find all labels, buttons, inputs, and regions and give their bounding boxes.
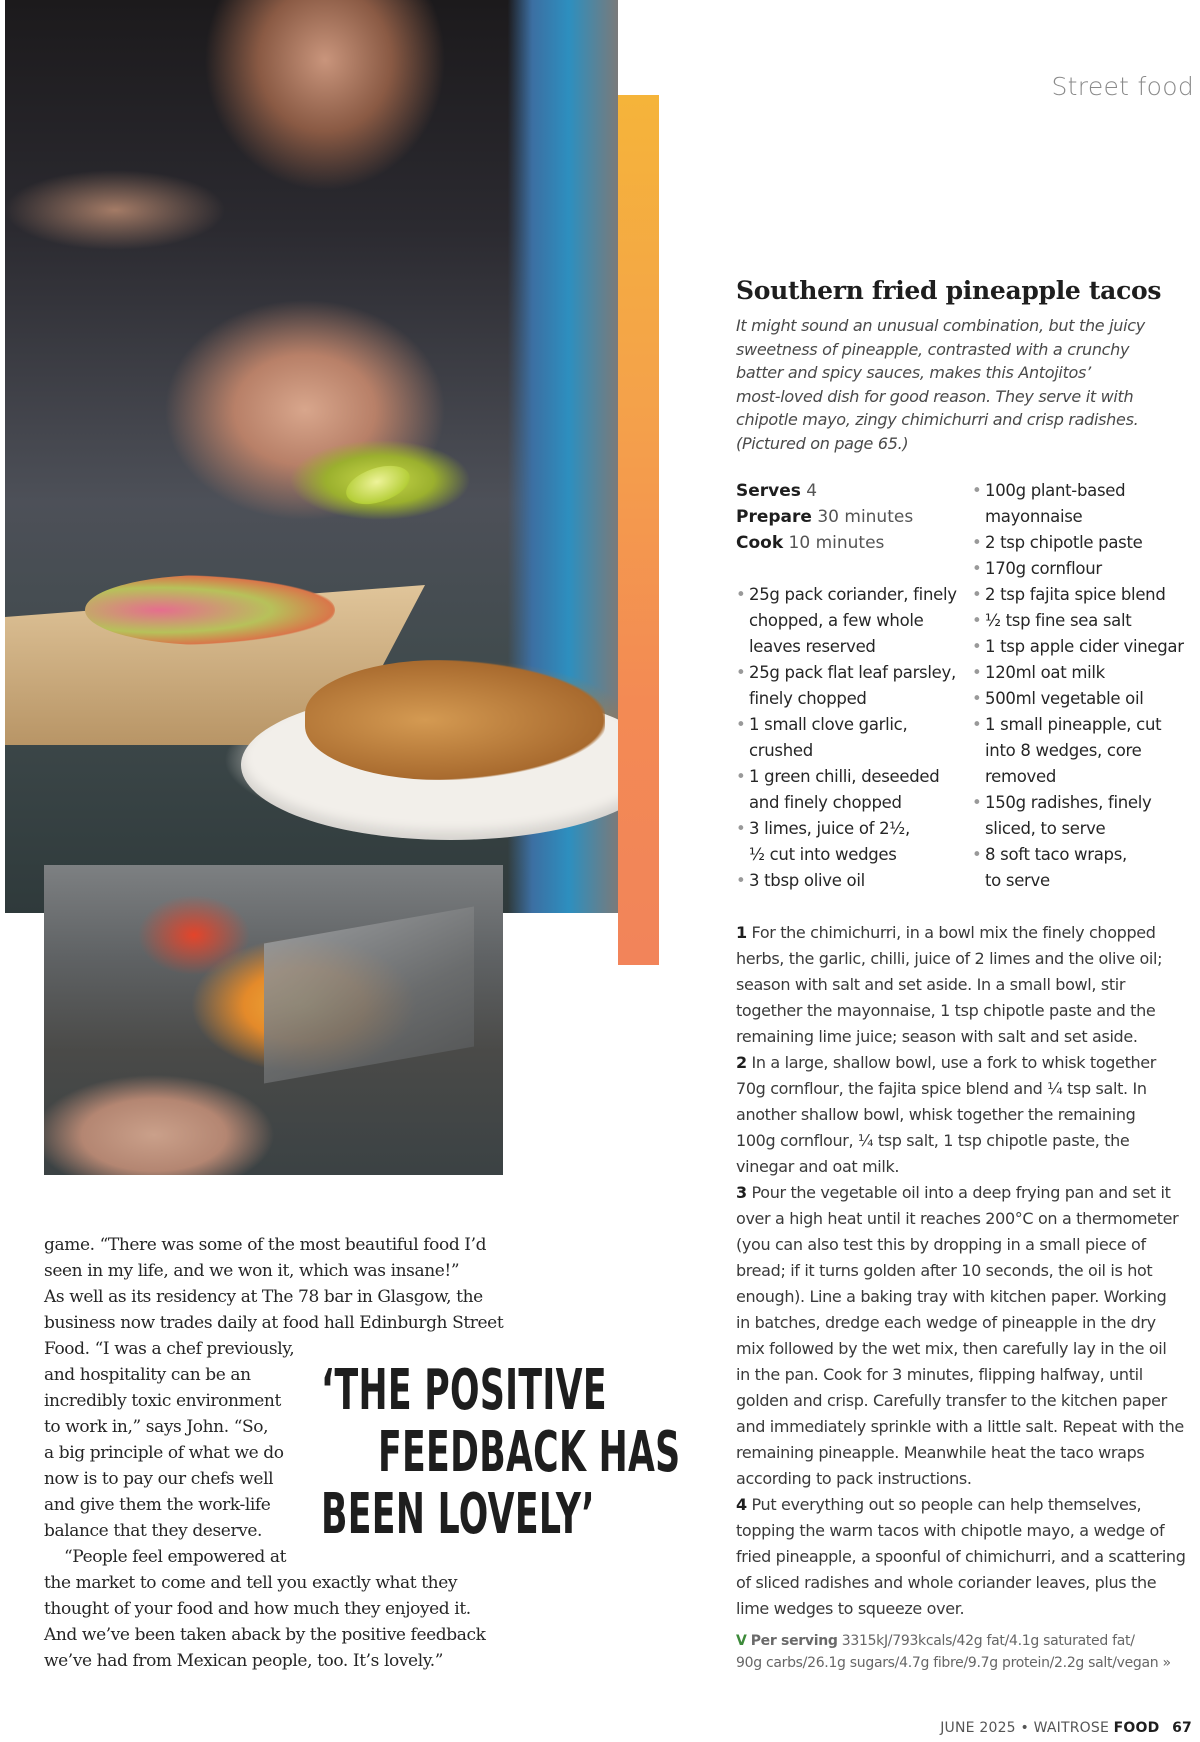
- pull-quote-line: ‘THE POSITIVE: [321, 1358, 607, 1423]
- ingredient-line: 25g pack coriander, finely: [749, 585, 957, 604]
- body-line: to work in,” says John. “So,: [44, 1417, 269, 1437]
- body-line: we’ve had from Mexican people, too. It’s lovely.”: [44, 1651, 444, 1671]
- ingredient: [972, 478, 1184, 530]
- recipe-title: Southern fried pineapple tacos: [736, 276, 1162, 305]
- ingredient: [972, 608, 1184, 634]
- ingredient-line: mayonnaise: [985, 507, 1083, 526]
- intro-line: (Pictured on page 65.): [736, 433, 909, 453]
- bullet-icon: •: [972, 481, 982, 500]
- magazine-prefix: WAITROSE: [1033, 1720, 1109, 1736]
- bullet-icon: •: [736, 767, 746, 786]
- body-line: Food. “I was a chef previously,: [44, 1339, 295, 1359]
- ingredients-right: [972, 478, 1184, 894]
- ingredient: [972, 712, 1184, 790]
- method-line: [736, 1596, 1198, 1622]
- body-line: seen in my life, and we won it, which was insane!”: [44, 1261, 460, 1281]
- method-line: [736, 1258, 1198, 1284]
- method-line: [736, 1310, 1198, 1336]
- nutrition-info: [736, 1630, 1171, 1674]
- method-text: in the pan. Cook for 3 minutes, flipping halfway, until: [736, 1365, 1143, 1384]
- ingredient-line: 150g radishes, finely: [985, 793, 1152, 812]
- prepare-time: [736, 504, 913, 530]
- bullet-icon: •: [972, 845, 982, 864]
- method-line: [736, 1544, 1198, 1570]
- ingredient: [736, 764, 957, 816]
- grill-photo: [44, 865, 503, 1175]
- method-text: golden and crisp. Carefully transfer to the kitchen paper: [736, 1391, 1167, 1410]
- orange-accent-bar: [618, 95, 659, 965]
- ingredient-line: 100g plant-based: [985, 481, 1126, 500]
- pull-quote-line: FEEDBACK HAS: [378, 1420, 681, 1485]
- ingredient-line: 8 soft taco wraps,: [985, 845, 1127, 864]
- ingredient: [972, 790, 1184, 842]
- method-line: [736, 1388, 1198, 1414]
- bullet-icon: •: [736, 663, 746, 682]
- method-line: [736, 1362, 1198, 1388]
- chef-photo: [5, 0, 618, 913]
- body-line: and hospitality can be an: [44, 1365, 251, 1385]
- method-line: [736, 920, 1198, 946]
- ingredient-line: leaves reserved: [749, 637, 876, 656]
- ingredient-line: 1 small pineapple, cut: [985, 715, 1162, 734]
- ingredient-line: 2 tsp chipotle paste: [985, 533, 1143, 552]
- intro-line: It might sound an unusual combination, but the juicy: [736, 316, 1145, 335]
- method-text: bread; if it turns golden after 10 seconds, the oil is hot: [736, 1261, 1153, 1280]
- method-line: [736, 1466, 1198, 1492]
- nutrition-line: [736, 1630, 1171, 1652]
- body-line: thought of your food and how much they enjoyed it.: [44, 1599, 471, 1619]
- method-line: [736, 1414, 1198, 1440]
- method-line: [736, 1570, 1198, 1596]
- bullet-icon: •: [972, 637, 982, 656]
- ingredient-line: 2 tsp fajita spice blend: [985, 585, 1166, 604]
- ingredient-line: 1 small clove garlic,: [749, 715, 908, 734]
- method-text: 100g cornflour, ¼ tsp salt, 1 tsp chipotle paste, the: [736, 1131, 1130, 1150]
- body-line: a big principle of what we do: [44, 1443, 284, 1463]
- method-text: fried pineapple, a spoonful of chimichurri, and a scattering: [736, 1547, 1186, 1566]
- bullet-icon: •: [972, 715, 982, 734]
- method-text: topping the warm tacos with chipotle mayo, a wedge of: [736, 1521, 1165, 1540]
- ingredients-left: [736, 582, 957, 894]
- meta-label: Prepare: [736, 507, 812, 527]
- bullet-icon: •: [972, 793, 982, 812]
- recipe-intro: [736, 314, 1200, 455]
- ingredient: [972, 582, 1184, 608]
- bullet-icon: •: [972, 689, 982, 708]
- ingredient-line: 500ml vegetable oil: [985, 689, 1144, 708]
- method-text: remaining lime juice; season with salt and set aside.: [736, 1027, 1138, 1046]
- bullet-icon: •: [972, 611, 982, 630]
- ingredient-line: and finely chopped: [749, 793, 902, 812]
- ingredient-line: ½ tsp fine sea salt: [985, 611, 1132, 630]
- ingredient: [972, 556, 1184, 582]
- step-number: 4: [736, 1495, 747, 1514]
- ingredient: [736, 868, 957, 894]
- method-text: herbs, the garlic, chilli, juice of 2 limes and the olive oil;: [736, 949, 1163, 968]
- ingredient-line: 25g pack flat leaf parsley,: [749, 663, 956, 682]
- meta-value: 30 minutes: [817, 507, 914, 527]
- method-line: [736, 1180, 1198, 1206]
- ingredient: [972, 634, 1184, 660]
- method-line: [736, 1284, 1198, 1310]
- ingredient-line: 170g cornflour: [985, 559, 1102, 578]
- method-text: Put everything out so people can help themselves,: [746, 1495, 1142, 1514]
- body-line: game. “There was some of the most beautiful food I’d: [44, 1235, 487, 1255]
- method-text: 70g cornflour, the fajita spice blend and ¼ tsp salt. In: [736, 1079, 1147, 1098]
- bullet-icon: •: [736, 715, 746, 734]
- method-line: [736, 1154, 1198, 1180]
- ingredient-line: crushed: [749, 741, 813, 760]
- method-line: [736, 1232, 1198, 1258]
- ingredient-line: to serve: [985, 871, 1050, 890]
- step-number: 2: [736, 1053, 747, 1072]
- method-line: [736, 972, 1198, 998]
- fried-pineapple: [305, 660, 605, 780]
- method-text: Pour the vegetable oil into a deep frying pan and set it: [746, 1183, 1171, 1202]
- method-text: in batches, dredge each wedge of pineapple in the dry: [736, 1313, 1156, 1332]
- tacos: [85, 575, 335, 645]
- bullet-icon: •: [972, 533, 982, 552]
- meta-value: 4: [806, 481, 818, 501]
- ingredient: [972, 660, 1184, 686]
- griddle-scraper: [264, 906, 474, 1083]
- method-line: [736, 998, 1198, 1024]
- page-number: 67: [1172, 1720, 1192, 1736]
- body-line: balance that they deserve.: [44, 1521, 263, 1541]
- lime-wedge: [341, 459, 414, 512]
- body-line: business now trades daily at food hall Edinburgh Street: [44, 1313, 504, 1333]
- method-line: [736, 1128, 1198, 1154]
- meta-label: Serves: [736, 481, 801, 501]
- ingredient-line: 120ml oat milk: [985, 663, 1105, 682]
- method-text: In a large, shallow bowl, use a fork to whisk together: [746, 1053, 1157, 1072]
- method-text: For the chimichurri, in a bowl mix the finely chopped: [746, 923, 1156, 942]
- section-label: Street food: [1051, 72, 1194, 101]
- method-text: (you can also test this by dropping in a small piece of: [736, 1235, 1146, 1254]
- meta-label: Cook: [736, 533, 784, 553]
- ingredient: [736, 712, 957, 764]
- method-line: [736, 946, 1198, 972]
- method-text: over a high heat until it reaches 200°C on a thermometer: [736, 1209, 1179, 1228]
- serves: [736, 478, 913, 504]
- method-text: lime wedges to squeeze over.: [736, 1599, 965, 1618]
- separator-icon: •: [1020, 1720, 1029, 1736]
- method-line: [736, 1076, 1198, 1102]
- ingredient: [736, 660, 957, 712]
- step-number: 1: [736, 923, 747, 942]
- method-line: [736, 1050, 1198, 1076]
- issue-date: JUNE 2025: [940, 1720, 1016, 1736]
- method-text: of sliced radishes and whole coriander leaves, plus the: [736, 1573, 1157, 1592]
- page-footer: [940, 1720, 1192, 1736]
- ingredient-line: ½ cut into wedges: [749, 845, 897, 864]
- body-line: incredibly toxic environment: [44, 1391, 281, 1411]
- ingredient-line: 1 green chilli, deseeded: [749, 767, 940, 786]
- nutrition-line: 90g carbs/26.1g sugars/4.7g fibre/9.7g protein/2.2g salt/vegan »: [736, 1655, 1171, 1671]
- body-line: the market to come and tell you exactly what they: [44, 1573, 458, 1593]
- method-line: [736, 1102, 1198, 1128]
- method-text: mix followed by the wet mix, then carefully lay in the oil: [736, 1339, 1167, 1358]
- meta-value: 10 minutes: [788, 533, 885, 553]
- cook-time: [736, 530, 913, 556]
- bullet-icon: •: [972, 559, 982, 578]
- bullet-icon: •: [736, 585, 746, 604]
- ingredient-line: sliced, to serve: [985, 819, 1106, 838]
- bullet-icon: •: [736, 871, 746, 890]
- method-text: according to pack instructions.: [736, 1469, 972, 1488]
- method-text: together the mayonnaise, 1 tsp chipotle paste and the: [736, 1001, 1156, 1020]
- body-line: and give them the work-life: [44, 1495, 271, 1515]
- magazine-brand: FOOD: [1113, 1720, 1160, 1736]
- method-text: season with salt and set aside. In a small bowl, stir: [736, 975, 1126, 994]
- ingredient: [736, 582, 957, 660]
- body-line: As well as its residency at The 78 bar in Glasgow, the: [44, 1287, 483, 1307]
- ingredient: [972, 686, 1184, 712]
- ingredient-line: 3 tbsp olive oil: [749, 871, 865, 890]
- method-line: [736, 1440, 1198, 1466]
- method-line: [736, 1024, 1198, 1050]
- body-line: “People feel empowered at: [64, 1547, 287, 1567]
- bullet-icon: •: [972, 663, 982, 682]
- step-number: 3: [736, 1183, 747, 1202]
- ingredient-line: finely chopped: [749, 689, 867, 708]
- method-line: [736, 1518, 1198, 1544]
- ingredient-line: removed: [985, 767, 1057, 786]
- ingredient-line: 3 limes, juice of 2½,: [749, 819, 910, 838]
- ingredient-line: 1 tsp apple cider vinegar: [985, 637, 1184, 656]
- method-line: [736, 1206, 1198, 1232]
- recipe-meta: [736, 478, 913, 556]
- nutrition-values: 3315kJ/793kcals/42g fat/4.1g saturated fat/: [837, 1633, 1135, 1649]
- method-text: remaining pineapple. Meanwhile heat the taco wraps: [736, 1443, 1145, 1462]
- bullet-icon: •: [972, 585, 982, 604]
- method-text: another shallow bowl, whisk together the remaining: [736, 1105, 1136, 1124]
- bullet-icon: •: [736, 819, 746, 838]
- intro-line: chipotle mayo, zingy chimichurri and crisp radishes.: [736, 410, 1139, 429]
- body-line: And we’ve been taken aback by the positive feedback: [44, 1625, 486, 1645]
- method-text: enough). Line a baking tray with kitchen paper. Working: [736, 1287, 1167, 1306]
- vegan-icon: V: [736, 1633, 747, 1649]
- ingredient: [972, 530, 1184, 556]
- method-line: [736, 1492, 1198, 1518]
- method: [736, 920, 1198, 1622]
- intro-line: sweetness of pineapple, contrasted with a crunchy: [736, 339, 1130, 359]
- pull-quote-line: BEEN LOVELY’: [321, 1482, 595, 1547]
- ingredient-line: chopped, a few whole: [749, 611, 924, 630]
- intro-line: batter and spicy sauces, makes this Antojitos’: [736, 363, 1091, 382]
- body-line: now is to pay our chefs well: [44, 1469, 274, 1489]
- method-line: [736, 1336, 1198, 1362]
- ingredient-line: into 8 wedges, core: [985, 741, 1142, 760]
- intro-line: most-loved dish for good reason. They serve it with: [736, 386, 1134, 406]
- method-text: vinegar and oat milk.: [736, 1157, 900, 1176]
- per-serving-label: Per serving: [750, 1633, 838, 1649]
- method-text: and immediately sprinkle with a little salt. Repeat with the: [736, 1417, 1184, 1436]
- ingredient: [736, 816, 957, 868]
- ingredient: [972, 842, 1184, 894]
